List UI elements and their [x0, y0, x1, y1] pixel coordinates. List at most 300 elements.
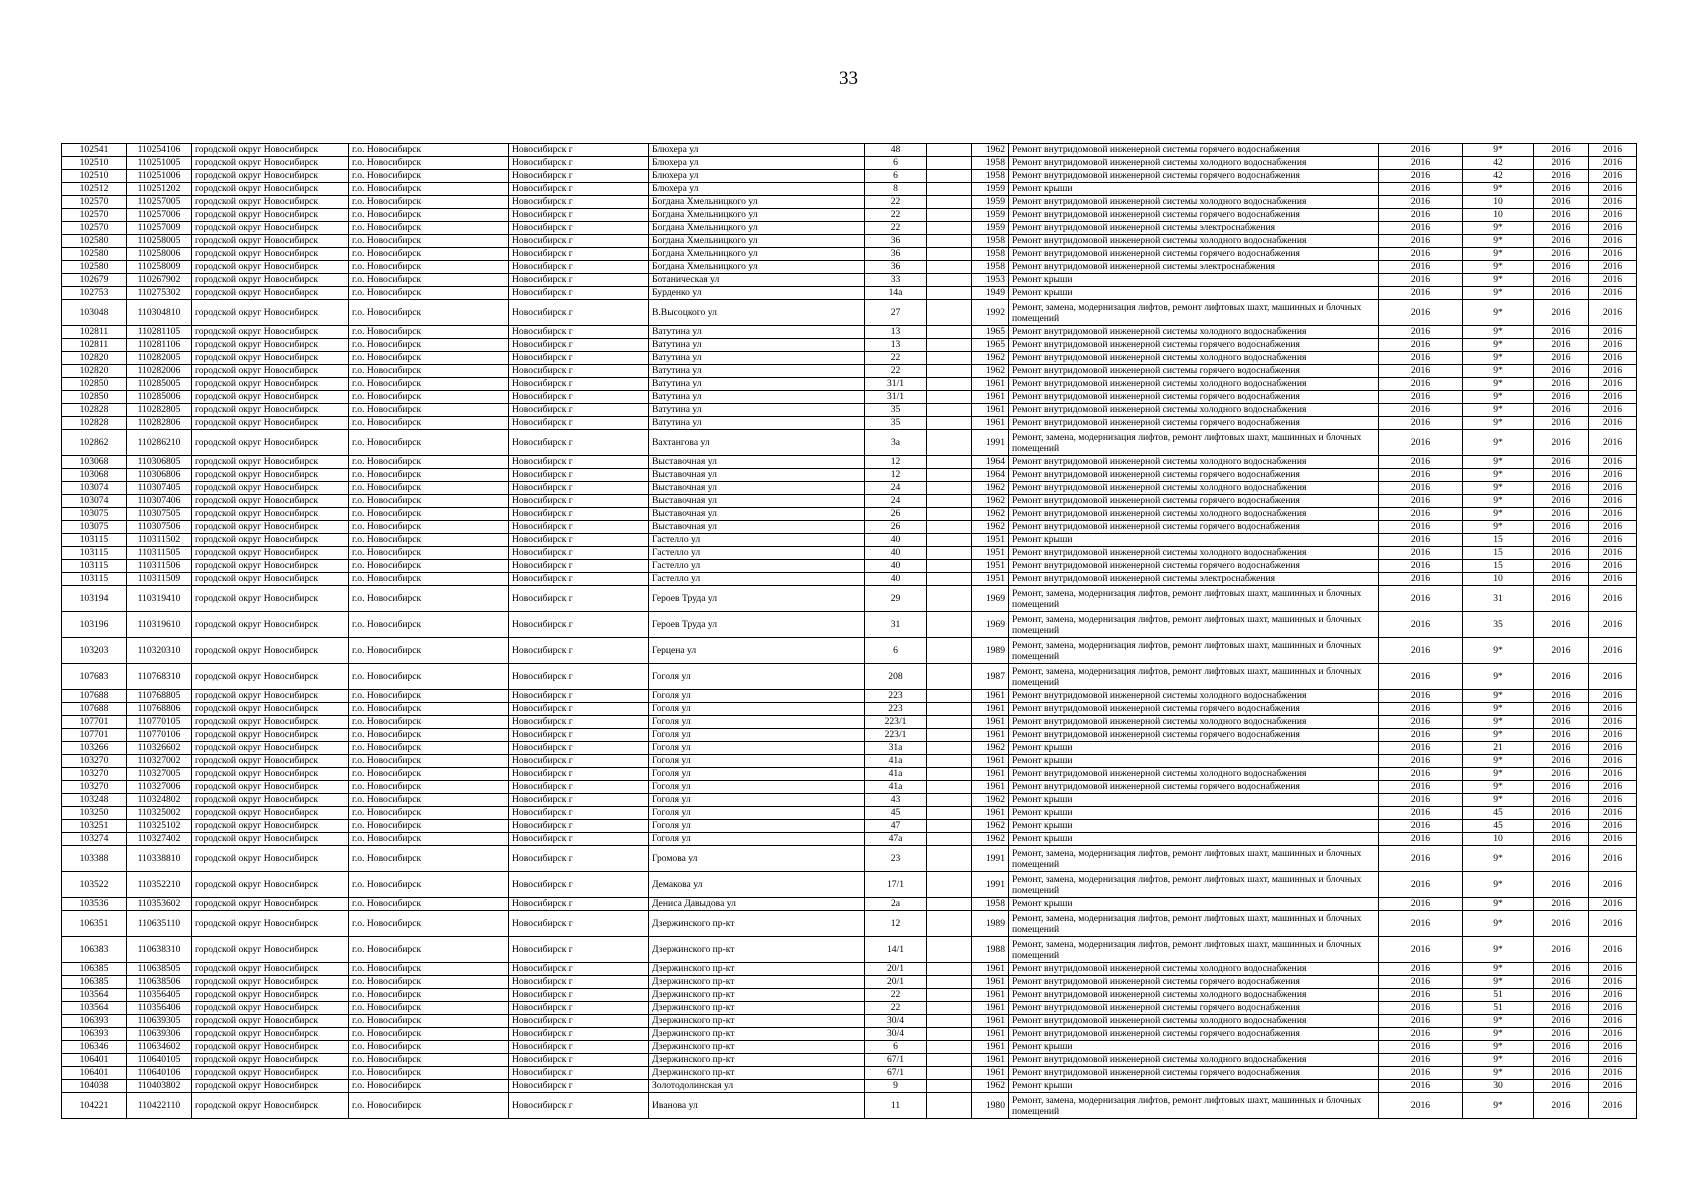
cell-settlement: Новосибирск г: [509, 638, 649, 664]
cell-house-building: [927, 846, 972, 872]
cell-end-year: 2016: [1589, 976, 1637, 989]
cell-municipal-district: городской округ Новосибирск: [192, 274, 349, 287]
cell-settlement: Новосибирск г: [509, 469, 649, 482]
cell-build-year: 1961: [972, 404, 1009, 417]
cell-street: Выставочная ул: [649, 495, 865, 508]
cell-municipality: г.о. Новосибирск: [349, 716, 509, 729]
cell-start-year: 2016: [1534, 729, 1589, 742]
cell-street: Дзержинского пр-кт: [649, 1041, 865, 1054]
cell-house-building: [927, 768, 972, 781]
cell-plan-year: 2016: [1379, 703, 1463, 716]
cell-work-id: 110325102: [127, 820, 192, 833]
cell-plan-year: 2016: [1379, 911, 1463, 937]
cell-plan-year: 2016: [1379, 1002, 1463, 1015]
cell-house-number: 2а: [865, 898, 927, 911]
cell-house-id: 103522: [62, 872, 127, 898]
cell-settlement: Новосибирск г: [509, 339, 649, 352]
cell-end-year: 2016: [1589, 534, 1637, 547]
cell-work-id: 110285005: [127, 378, 192, 391]
cell-plan-year: 2016: [1379, 716, 1463, 729]
cell-municipal-district: городской округ Новосибирск: [192, 430, 349, 456]
cell-work-id: 110403802: [127, 1080, 192, 1093]
cell-plan-year: 2016: [1379, 326, 1463, 339]
cell-street: Выставочная ул: [649, 482, 865, 495]
cell-house-number: 36: [865, 248, 927, 261]
cell-plan-year: 2016: [1379, 378, 1463, 391]
cell-house-building: [927, 183, 972, 196]
cell-house-number: 17/1: [865, 872, 927, 898]
cell-work-id: 110304810: [127, 300, 192, 326]
cell-house-id: 103068: [62, 456, 127, 469]
cell-municipal-district: городской округ Новосибирск: [192, 716, 349, 729]
cell-plan-year: 2016: [1379, 391, 1463, 404]
cell-municipality: г.о. Новосибирск: [349, 404, 509, 417]
cell-house-id: 103074: [62, 482, 127, 495]
cell-work-id: 110311509: [127, 573, 192, 586]
cell-end-year: 2016: [1589, 378, 1637, 391]
cell-work-type: Ремонт крыши: [1009, 807, 1379, 820]
cell-house-id: 103115: [62, 560, 127, 573]
cell-municipal-district: городской округ Новосибирск: [192, 586, 349, 612]
cell-settlement: Новосибирск г: [509, 755, 649, 768]
cell-build-year: 1961: [972, 755, 1009, 768]
cell-house-number: 223: [865, 690, 927, 703]
cell-municipality: г.о. Новосибирск: [349, 573, 509, 586]
cell-build-year: 1961: [972, 703, 1009, 716]
cell-work-type: Ремонт внутридомовой инженерной системы горячего водоснабжения: [1009, 170, 1379, 183]
cell-municipal-district: городской округ Новосибирск: [192, 482, 349, 495]
cell-settlement: Новосибирск г: [509, 846, 649, 872]
cell-municipality: г.о. Новосибирск: [349, 521, 509, 534]
table-row: [62, 1002, 1637, 1015]
cell-municipal-district: городской округ Новосибирск: [192, 794, 349, 807]
cell-settlement: Новосибирск г: [509, 1002, 649, 1015]
cell-municipality: г.о. Новосибирск: [349, 170, 509, 183]
cell-end-year: 2016: [1589, 287, 1637, 300]
cell-cost-column: 9*: [1463, 339, 1534, 352]
table-row: [62, 690, 1637, 703]
cell-build-year: 1965: [972, 326, 1009, 339]
table-row: [62, 274, 1637, 287]
cell-start-year: 2016: [1534, 560, 1589, 573]
cell-house-number: 22: [865, 196, 927, 209]
cell-work-id: 110306806: [127, 469, 192, 482]
cell-plan-year: 2016: [1379, 547, 1463, 560]
cell-build-year: 1989: [972, 638, 1009, 664]
table-row: [62, 326, 1637, 339]
cell-plan-year: 2016: [1379, 235, 1463, 248]
cell-start-year: 2016: [1534, 612, 1589, 638]
cell-settlement: Новосибирск г: [509, 456, 649, 469]
cell-house-building: [927, 534, 972, 547]
cell-house-building: [927, 703, 972, 716]
cell-cost-column: 9*: [1463, 495, 1534, 508]
cell-work-type: Ремонт внутридомовой инженерной системы холодного водоснабжения: [1009, 157, 1379, 170]
cell-build-year: 1962: [972, 508, 1009, 521]
cell-house-id: 103115: [62, 547, 127, 560]
cell-house-number: 40: [865, 560, 927, 573]
cell-start-year: 2016: [1534, 937, 1589, 963]
cell-work-id: 110282006: [127, 365, 192, 378]
cell-plan-year: 2016: [1379, 1054, 1463, 1067]
cell-municipal-district: городской округ Новосибирск: [192, 664, 349, 690]
cell-municipality: г.о. Новосибирск: [349, 872, 509, 898]
cell-plan-year: 2016: [1379, 729, 1463, 742]
cell-start-year: 2016: [1534, 820, 1589, 833]
cell-settlement: Новосибирск г: [509, 430, 649, 456]
cell-house-number: 12: [865, 469, 927, 482]
cell-start-year: 2016: [1534, 976, 1589, 989]
cell-work-type: Ремонт внутридомовой инженерной системы холодного водоснабжения: [1009, 547, 1379, 560]
cell-municipality: г.о. Новосибирск: [349, 274, 509, 287]
cell-work-id: 110325002: [127, 807, 192, 820]
cell-house-number: 67/1: [865, 1067, 927, 1080]
cell-work-type: Ремонт внутридомовой инженерной системы горячего водоснабжения: [1009, 703, 1379, 716]
cell-work-type: Ремонт, замена, модернизация лифтов, ремонт лифтовых шахт, машинных и блочных помещений: [1009, 846, 1379, 872]
cell-plan-year: 2016: [1379, 157, 1463, 170]
table-row: [62, 1041, 1637, 1054]
cell-build-year: 1961: [972, 378, 1009, 391]
cell-house-id: 103194: [62, 586, 127, 612]
cell-municipality: г.о. Новосибирск: [349, 612, 509, 638]
cell-work-type: Ремонт крыши: [1009, 794, 1379, 807]
cell-municipality: г.о. Новосибирск: [349, 248, 509, 261]
table-row: [62, 872, 1637, 898]
cell-start-year: 2016: [1534, 1054, 1589, 1067]
cell-plan-year: 2016: [1379, 144, 1463, 157]
cell-start-year: 2016: [1534, 339, 1589, 352]
table-row: [62, 469, 1637, 482]
cell-build-year: 1961: [972, 1067, 1009, 1080]
cell-street: Дзержинского пр-кт: [649, 911, 865, 937]
cell-build-year: 1961: [972, 1028, 1009, 1041]
cell-house-number: 223/1: [865, 716, 927, 729]
cell-house-number: 41а: [865, 768, 927, 781]
cell-work-type: Ремонт внутридомовой инженерной системы холодного водоснабжения: [1009, 196, 1379, 209]
cell-municipal-district: городской округ Новосибирск: [192, 989, 349, 1002]
cell-start-year: 2016: [1534, 170, 1589, 183]
cell-work-id: 110257009: [127, 222, 192, 235]
cell-work-id: 110639305: [127, 1015, 192, 1028]
cell-build-year: 1961: [972, 729, 1009, 742]
cell-cost-column: 45: [1463, 820, 1534, 833]
table-row: [62, 742, 1637, 755]
cell-settlement: Новосибирск г: [509, 963, 649, 976]
cell-start-year: 2016: [1534, 261, 1589, 274]
cell-settlement: Новосибирск г: [509, 664, 649, 690]
cell-municipality: г.о. Новосибирск: [349, 547, 509, 560]
cell-cost-column: 9*: [1463, 703, 1534, 716]
cell-street: Дзержинского пр-кт: [649, 1015, 865, 1028]
cell-municipal-district: городской округ Новосибирск: [192, 1028, 349, 1041]
cell-start-year: 2016: [1534, 768, 1589, 781]
table-row: [62, 261, 1637, 274]
table-row: [62, 755, 1637, 768]
cell-build-year: 1962: [972, 742, 1009, 755]
cell-house-number: 12: [865, 911, 927, 937]
cell-work-id: 110327005: [127, 768, 192, 781]
cell-municipality: г.о. Новосибирск: [349, 287, 509, 300]
cell-house-id: 103270: [62, 781, 127, 794]
cell-municipal-district: городской округ Новосибирск: [192, 170, 349, 183]
cell-house-id: 102828: [62, 417, 127, 430]
cell-build-year: 1951: [972, 534, 1009, 547]
cell-start-year: 2016: [1534, 1093, 1589, 1119]
cell-work-id: 110338810: [127, 846, 192, 872]
table-row: [62, 248, 1637, 261]
cell-end-year: 2016: [1589, 794, 1637, 807]
cell-start-year: 2016: [1534, 1028, 1589, 1041]
cell-plan-year: 2016: [1379, 430, 1463, 456]
cell-cost-column: 9*: [1463, 430, 1534, 456]
cell-street: Демакова ул: [649, 872, 865, 898]
cell-end-year: 2016: [1589, 638, 1637, 664]
cell-municipal-district: городской округ Новосибирск: [192, 157, 349, 170]
cell-house-building: [927, 222, 972, 235]
cell-build-year: 1961: [972, 1041, 1009, 1054]
cell-build-year: 1991: [972, 872, 1009, 898]
cell-house-building: [927, 326, 972, 339]
cell-build-year: 1951: [972, 547, 1009, 560]
cell-house-building: [927, 690, 972, 703]
cell-settlement: Новосибирск г: [509, 222, 649, 235]
cell-plan-year: 2016: [1379, 508, 1463, 521]
cell-street: Богдана Хмельницкого ул: [649, 222, 865, 235]
cell-house-number: 47: [865, 820, 927, 833]
cell-municipal-district: городской округ Новосибирск: [192, 248, 349, 261]
cell-house-building: [927, 833, 972, 846]
cell-work-id: 110257005: [127, 196, 192, 209]
cell-end-year: 2016: [1589, 846, 1637, 872]
cell-settlement: Новосибирск г: [509, 1080, 649, 1093]
cell-start-year: 2016: [1534, 326, 1589, 339]
cell-municipal-district: городской округ Новосибирск: [192, 690, 349, 703]
cell-plan-year: 2016: [1379, 261, 1463, 274]
cell-end-year: 2016: [1589, 430, 1637, 456]
cell-end-year: 2016: [1589, 586, 1637, 612]
cell-street: Дзержинского пр-кт: [649, 1028, 865, 1041]
cell-work-type: Ремонт крыши: [1009, 534, 1379, 547]
cell-work-id: 110275302: [127, 287, 192, 300]
cell-start-year: 2016: [1534, 963, 1589, 976]
cell-house-number: 20/1: [865, 963, 927, 976]
cell-build-year: 1988: [972, 937, 1009, 963]
cell-house-number: 223: [865, 703, 927, 716]
cell-settlement: Новосибирск г: [509, 729, 649, 742]
cell-build-year: 1962: [972, 820, 1009, 833]
cell-cost-column: 10: [1463, 196, 1534, 209]
cell-house-id: 102580: [62, 248, 127, 261]
cell-street: Богдана Хмельницкого ул: [649, 196, 865, 209]
cell-house-id: 106393: [62, 1015, 127, 1028]
cell-end-year: 2016: [1589, 1067, 1637, 1080]
cell-house-id: 102811: [62, 326, 127, 339]
cell-house-building: [927, 872, 972, 898]
cell-build-year: 1969: [972, 612, 1009, 638]
cell-house-building: [927, 976, 972, 989]
cell-work-type: Ремонт внутридомовой инженерной системы холодного водоснабжения: [1009, 989, 1379, 1002]
cell-end-year: 2016: [1589, 248, 1637, 261]
cell-street: Гоголя ул: [649, 664, 865, 690]
cell-municipality: г.о. Новосибирск: [349, 833, 509, 846]
cell-municipality: г.о. Новосибирск: [349, 261, 509, 274]
page-number: 33: [839, 68, 858, 89]
cell-municipal-district: городской округ Новосибирск: [192, 755, 349, 768]
cell-street: Гоголя ул: [649, 768, 865, 781]
cell-house-id: 103564: [62, 1002, 127, 1015]
cell-work-type: Ремонт внутридомовой инженерной системы холодного водоснабжения: [1009, 456, 1379, 469]
cell-house-building: [927, 404, 972, 417]
cell-work-type: Ремонт крыши: [1009, 755, 1379, 768]
cell-street: Героев Труда ул: [649, 586, 865, 612]
cell-work-type: Ремонт, замена, модернизация лифтов, ремонт лифтовых шахт, машинных и блочных помещений: [1009, 612, 1379, 638]
cell-work-id: 110307505: [127, 508, 192, 521]
cell-end-year: 2016: [1589, 560, 1637, 573]
table-row: [62, 196, 1637, 209]
cell-house-id: 103115: [62, 534, 127, 547]
table-row: [62, 404, 1637, 417]
cell-house-building: [927, 417, 972, 430]
cell-settlement: Новосибирск г: [509, 690, 649, 703]
cell-work-id: 110319610: [127, 612, 192, 638]
cell-cost-column: 15: [1463, 547, 1534, 560]
cell-build-year: 1961: [972, 963, 1009, 976]
cell-street: Героев Труда ул: [649, 612, 865, 638]
cell-plan-year: 2016: [1379, 300, 1463, 326]
cell-house-id: 103074: [62, 495, 127, 508]
table-row: [62, 976, 1637, 989]
cell-cost-column: 9*: [1463, 1067, 1534, 1080]
cell-build-year: 1962: [972, 1080, 1009, 1093]
cell-build-year: 1987: [972, 664, 1009, 690]
cell-work-type: Ремонт крыши: [1009, 898, 1379, 911]
cell-work-type: Ремонт, замена, модернизация лифтов, ремонт лифтовых шахт, машинных и блочных помещений: [1009, 430, 1379, 456]
table-row: [62, 586, 1637, 612]
cell-cost-column: 35: [1463, 612, 1534, 638]
cell-plan-year: 2016: [1379, 339, 1463, 352]
cell-house-building: [927, 820, 972, 833]
cell-build-year: 1961: [972, 690, 1009, 703]
cell-start-year: 2016: [1534, 638, 1589, 664]
cell-plan-year: 2016: [1379, 976, 1463, 989]
table-body: [62, 144, 1637, 1119]
cell-municipal-district: городской округ Новосибирск: [192, 261, 349, 274]
cell-house-id: 106401: [62, 1067, 127, 1080]
cell-work-id: 110254106: [127, 144, 192, 157]
cell-start-year: 2016: [1534, 690, 1589, 703]
cell-municipal-district: городской округ Новосибирск: [192, 144, 349, 157]
table-row: [62, 508, 1637, 521]
cell-street: Ватутина ул: [649, 417, 865, 430]
cell-work-type: Ремонт внутридомовой инженерной системы горячего водоснабжения: [1009, 495, 1379, 508]
cell-build-year: 1980: [972, 1093, 1009, 1119]
cell-start-year: 2016: [1534, 1041, 1589, 1054]
table-row: [62, 1080, 1637, 1093]
cell-work-type: Ремонт внутридомовой инженерной системы горячего водоснабжения: [1009, 469, 1379, 482]
cell-house-building: [927, 261, 972, 274]
cell-house-building: [927, 1067, 972, 1080]
cell-settlement: Новосибирск г: [509, 326, 649, 339]
cell-settlement: Новосибирск г: [509, 820, 649, 833]
cell-end-year: 2016: [1589, 274, 1637, 287]
cell-house-number: 40: [865, 534, 927, 547]
cell-cost-column: 9*: [1463, 638, 1534, 664]
cell-street: Дзержинского пр-кт: [649, 1002, 865, 1015]
cell-end-year: 2016: [1589, 482, 1637, 495]
cell-municipality: г.о. Новосибирск: [349, 183, 509, 196]
cell-municipal-district: городской округ Новосибирск: [192, 937, 349, 963]
cell-settlement: Новосибирск г: [509, 586, 649, 612]
cell-municipal-district: городской округ Новосибирск: [192, 508, 349, 521]
cell-house-id: 104038: [62, 1080, 127, 1093]
cell-work-id: 110282806: [127, 417, 192, 430]
cell-work-type: Ремонт, замена, модернизация лифтов, ремонт лифтовых шахт, машинных и блочных помещений: [1009, 300, 1379, 326]
cell-settlement: Новосибирск г: [509, 404, 649, 417]
cell-house-building: [927, 300, 972, 326]
cell-plan-year: 2016: [1379, 690, 1463, 703]
cell-settlement: Новосибирск г: [509, 144, 649, 157]
cell-municipal-district: городской округ Новосибирск: [192, 1002, 349, 1015]
cell-work-type: Ремонт внутридомовой инженерной системы холодного водоснабжения: [1009, 326, 1379, 339]
cell-cost-column: 9*: [1463, 352, 1534, 365]
cell-work-type: Ремонт внутридомовой инженерной системы горячего водоснабжения: [1009, 560, 1379, 573]
cell-build-year: 1961: [972, 1015, 1009, 1028]
cell-start-year: 2016: [1534, 1015, 1589, 1028]
cell-house-number: 208: [865, 664, 927, 690]
cell-street: Гоголя ул: [649, 690, 865, 703]
cell-house-building: [927, 794, 972, 807]
cell-municipal-district: городской округ Новосибирск: [192, 222, 349, 235]
cell-start-year: 2016: [1534, 222, 1589, 235]
cell-house-id: 103203: [62, 638, 127, 664]
cell-street: Ватутина ул: [649, 326, 865, 339]
cell-municipality: г.о. Новосибирск: [349, 703, 509, 716]
cell-house-number: 6: [865, 1041, 927, 1054]
cell-plan-year: 2016: [1379, 612, 1463, 638]
cell-house-id: 107688: [62, 703, 127, 716]
cell-cost-column: 9*: [1463, 365, 1534, 378]
cell-plan-year: 2016: [1379, 482, 1463, 495]
cell-municipal-district: городской округ Новосибирск: [192, 560, 349, 573]
cell-street: В.Высоцкого ул: [649, 300, 865, 326]
cell-cost-column: 9*: [1463, 274, 1534, 287]
cell-build-year: 1961: [972, 716, 1009, 729]
cell-end-year: 2016: [1589, 222, 1637, 235]
cell-house-building: [927, 989, 972, 1002]
cell-house-number: 12: [865, 456, 927, 469]
cell-street: Гоголя ул: [649, 833, 865, 846]
cell-start-year: 2016: [1534, 365, 1589, 378]
cell-house-id: 103388: [62, 846, 127, 872]
cell-municipality: г.о. Новосибирск: [349, 469, 509, 482]
cell-start-year: 2016: [1534, 534, 1589, 547]
cell-house-id: 102820: [62, 365, 127, 378]
cell-house-id: 102850: [62, 378, 127, 391]
cell-house-id: 102570: [62, 196, 127, 209]
cell-street: Иванова ул: [649, 1093, 865, 1119]
cell-house-number: 41а: [865, 781, 927, 794]
cell-street: Гоголя ул: [649, 742, 865, 755]
cell-plan-year: 2016: [1379, 937, 1463, 963]
cell-municipal-district: городской округ Новосибирск: [192, 1080, 349, 1093]
cell-end-year: 2016: [1589, 365, 1637, 378]
cell-municipal-district: городской округ Новосибирск: [192, 911, 349, 937]
cell-start-year: 2016: [1534, 573, 1589, 586]
cell-build-year: 1965: [972, 339, 1009, 352]
cell-street: Ватутина ул: [649, 391, 865, 404]
cell-house-number: 23: [865, 846, 927, 872]
cell-build-year: 1953: [972, 274, 1009, 287]
